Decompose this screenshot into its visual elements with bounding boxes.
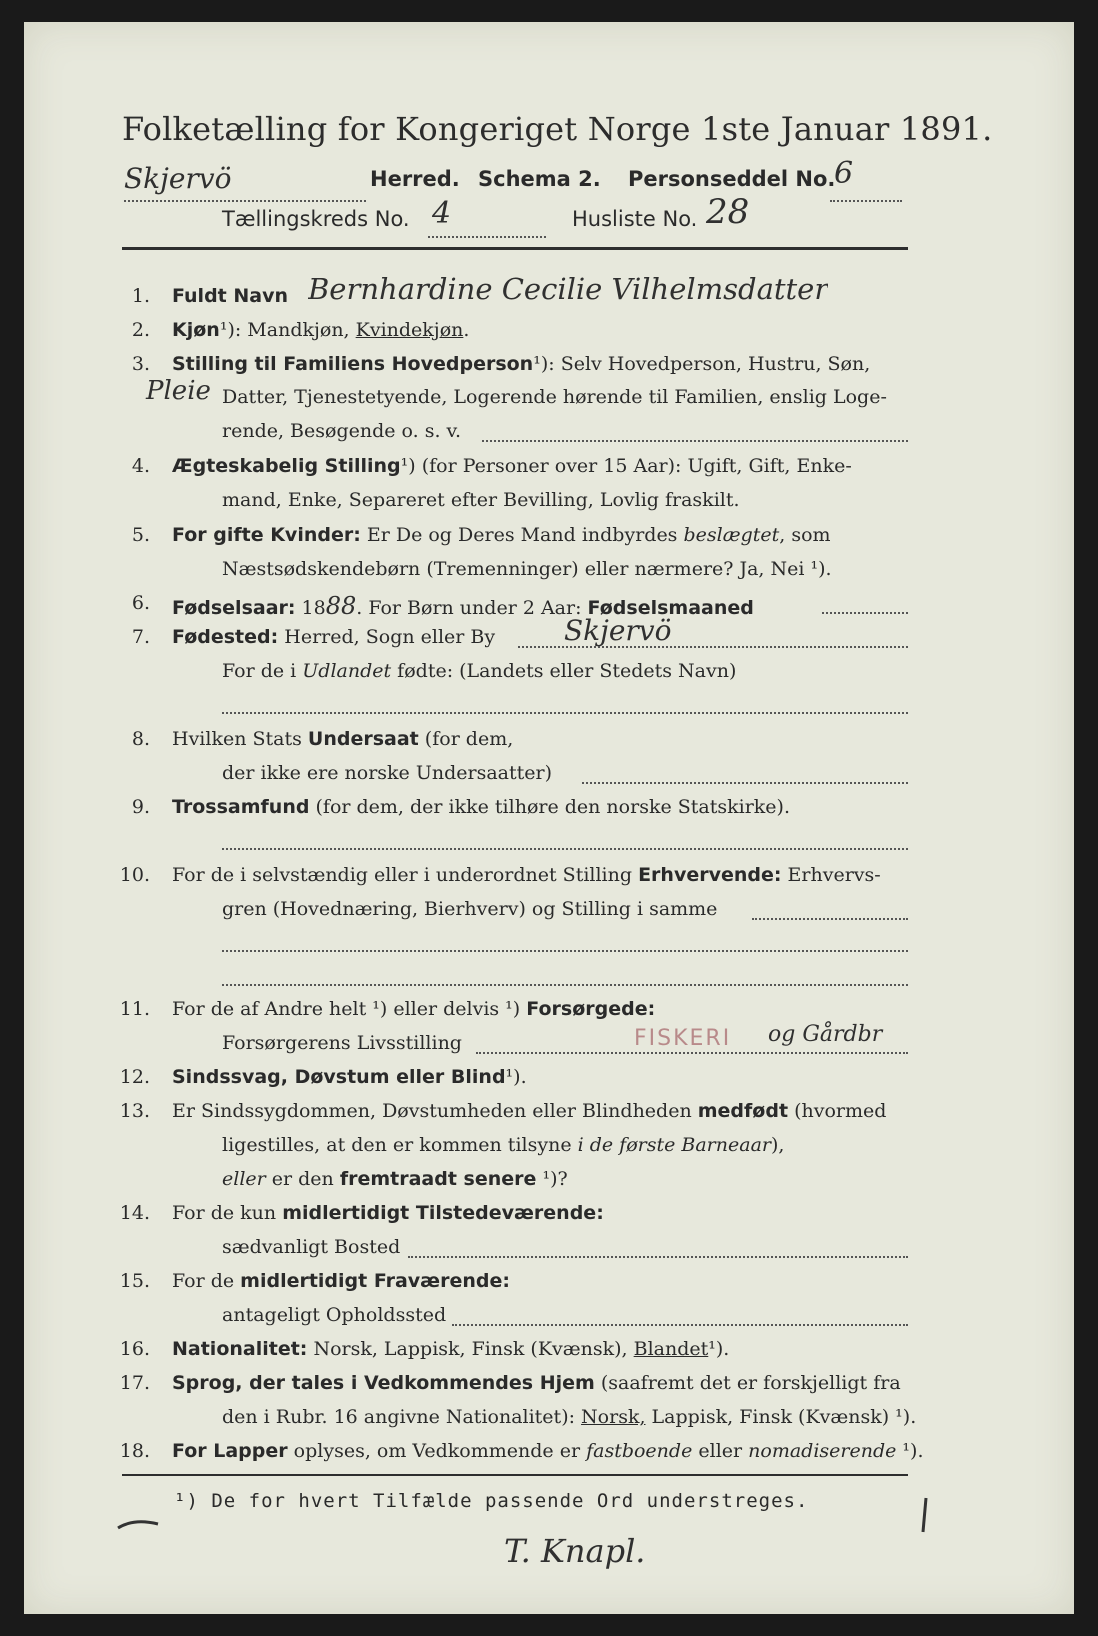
item-10-dotted-line: [752, 918, 908, 920]
item-15-dotted-line: [452, 1324, 908, 1326]
item-7-italic: Udlandet: [302, 660, 392, 682]
item-7-text-a: Herred, Sogn eller By: [278, 626, 496, 648]
full-name-value: Bernhardine Cecilie Vilhelmsdatter: [308, 272, 829, 306]
item-14-number: 14.: [119, 1202, 150, 1224]
kvindekjon-underlined: Kvindekjøn: [355, 319, 464, 341]
item-1-number: 1.: [131, 285, 150, 307]
item-13-label-2: fremtraadt senere: [339, 1168, 537, 1190]
item-6-label: Fødselsaar:: [172, 597, 296, 619]
item-10-line-1: [172, 864, 881, 886]
item-13-text-c: ligestilles, at den er kommen tilsyne: [222, 1134, 578, 1156]
item-16-text-a: Norsk, Lappisk, Finsk (Kvænsk),: [307, 1338, 634, 1360]
item-3-text-a: ¹): Selv Hovedperson, Hustru, Søn,: [533, 353, 871, 375]
item-8-number: 8.: [131, 728, 150, 750]
herred-value: Skjervö: [124, 162, 232, 195]
personseddel-value: 6: [834, 156, 854, 191]
item-18-italic-2: nomadiserende: [748, 1440, 897, 1462]
item-1-label: Fuldt Navn: [172, 285, 289, 307]
item-13-italic: i de første Barneaar: [577, 1134, 771, 1156]
item-8-text-a: Hvilken Stats: [172, 728, 308, 750]
item-14-label: midlertidigt Tilstedeværende:: [282, 1202, 604, 1224]
footer-rule: [122, 1474, 908, 1476]
item-8-line-2: der ikke ere norske Undersaatter): [222, 762, 552, 784]
item-13-line-2: [222, 1134, 784, 1156]
item-10-dotted-line-3: [222, 984, 908, 986]
item-17-line-1: [172, 1372, 901, 1394]
item-14-line-2: sædvanligt Bosted: [222, 1236, 401, 1258]
item-13-italic-2: eller: [222, 1168, 266, 1190]
item-16-label: Nationalitet:: [172, 1338, 308, 1360]
pencil-tick: [918, 1496, 932, 1536]
item-8-dotted-line: [582, 782, 908, 784]
item-3-label: Stilling til Familiens Hovedperson: [172, 353, 534, 375]
item-18-number: 18.: [119, 1440, 150, 1462]
item-13-text-b: (hvormed: [788, 1100, 887, 1122]
item-9-number: 9.: [131, 796, 150, 818]
item-4-label: Ægteskabelig Stilling: [172, 455, 401, 477]
item-5-text-a2: , som: [779, 524, 831, 546]
personseddel-dotted-line: [830, 200, 902, 202]
item-5-number: 5.: [131, 524, 150, 546]
item-15-label: midlertidigt Fraværende:: [240, 1270, 510, 1292]
kreds-label: Tællingskreds No.: [222, 207, 410, 231]
item-8-label: Undersaat: [307, 728, 419, 750]
item-10-dotted-line-2: [222, 950, 908, 952]
item-9-dotted-line: [222, 848, 908, 850]
item-13-text-a: Er Sindssygdommen, Døvstumheden eller Blindheden: [172, 1100, 698, 1122]
item-2-end: .: [463, 319, 470, 341]
item-7-label: Fødested:: [172, 626, 279, 648]
item-14-dotted-line: [408, 1256, 908, 1258]
item-5-text-a: Er De og Deres Mand indbyrdes: [366, 524, 684, 546]
census-form-sheet: [24, 22, 1074, 1614]
item-10-text-a: For de i selvstændig eller i underordnet Stilling: [172, 864, 639, 886]
item-2-label: Kjøn: [172, 319, 220, 341]
signature: T. Knapl.: [504, 1532, 646, 1570]
item-18-text-b: eller: [692, 1440, 749, 1462]
item-13-line-1: [172, 1100, 886, 1122]
item-11-dotted-line: [476, 1052, 908, 1054]
item-4-line-2: mand, Enke, Separeret efter Bevilling, Lovlig fraskilt.: [222, 489, 740, 511]
item-6-number: 6.: [131, 592, 150, 614]
item-3-dotted-line: [482, 440, 908, 442]
item-5-italic: beslægtet: [683, 524, 780, 546]
item-3-number: 3.: [131, 353, 150, 375]
item-2-text: ¹): Mandkjøn,: [219, 319, 356, 341]
item-3-line-2: Datter, Tjenestetyende, Logerende hørende til Familien, enslig Loge-: [222, 386, 887, 408]
item-15-line-2: antageligt Opholdssted: [222, 1304, 447, 1326]
husliste-label: Husliste No.: [572, 207, 698, 231]
item-10-text-b: Erhvervs-: [781, 864, 881, 886]
item-7-number: 7.: [131, 626, 150, 648]
item-5-line-2: Næstsødskendebørn (Tremenninger) eller nærmere? Ja, Nei ¹).: [222, 558, 832, 580]
item-8-line-1: [172, 728, 513, 750]
item-15-text-a: For de: [172, 1270, 241, 1292]
item-14-line-1: [172, 1202, 604, 1224]
item-11-line-2: Forsørgerens Livsstilling: [222, 1032, 462, 1054]
husliste-value: 28: [706, 192, 750, 232]
occupation-handwritten: og Gårdbr: [768, 1022, 883, 1047]
item-11-label: Forsørgede:: [526, 998, 656, 1020]
item-10-number: 10.: [119, 864, 150, 886]
norsk-underlined: Norsk,: [581, 1406, 646, 1428]
item-18-italic: fastboende: [586, 1440, 693, 1462]
item-17-text-b: den i Rubr. 16 angivne Nationalitet):: [222, 1406, 582, 1428]
item-4-text-a: ¹) (for Personer over 15 Aar): Ugift, Gift, Enke-: [400, 455, 852, 477]
item-17-text-a: (saafremt det er forskjelligt fra: [594, 1372, 901, 1394]
birth-year-value: 88: [325, 592, 357, 620]
item-18-text-a: oplyses, om Vedkommende er: [287, 1440, 587, 1462]
footnote: ¹) De for hvert Tilfælde passende Ord understreges.: [174, 1490, 809, 1512]
item-6-label-2: Fødselsmaaned: [587, 597, 754, 619]
item-6-dotted-line: [822, 612, 908, 614]
kreds-dotted-line: [428, 236, 546, 238]
item-2-number: 2.: [131, 319, 150, 341]
item-17-label: Sprog, der tales i Vedkommendes Hjem: [172, 1372, 595, 1394]
item-6-text-b: . For Børn under 2 Aar:: [356, 597, 588, 619]
item-12-text-a: ¹).: [505, 1066, 527, 1088]
item-7-dotted-line: [518, 646, 908, 648]
item-3-handwritten: Pleie: [146, 376, 211, 406]
item-13-number: 13.: [119, 1100, 150, 1122]
item-10-line-2: gren (Hovednæring, Bierhverv) og Stilling i samme: [222, 898, 718, 920]
item-12-label: Sindssvag, Døvstum eller Blind: [172, 1066, 506, 1088]
item-12-number: 12.: [119, 1066, 150, 1088]
item-5-label: For gifte Kvinder:: [172, 524, 361, 546]
item-7-line-1: [172, 626, 495, 648]
item-8-text-b: (for dem,: [418, 728, 514, 750]
item-18-label: For Lapper: [172, 1440, 288, 1462]
personseddel-label: Personseddel No.: [628, 167, 836, 191]
item-3-line-1: [172, 353, 870, 375]
item-2-line: [172, 319, 469, 341]
item-9-line: [172, 796, 790, 818]
form-title: Folketælling for Kongeriget Norge 1ste Januar 1891.: [122, 110, 993, 148]
item-7-dotted-line-2: [222, 712, 908, 714]
item-11-text-a: For de af Andre helt ¹) eller delvis ¹): [172, 998, 527, 1020]
item-11-line-1: [172, 998, 655, 1020]
item-5-line-1: [172, 524, 831, 546]
item-18-line: [172, 1440, 923, 1462]
item-13-label: medfødt: [697, 1100, 789, 1122]
herred-dotted-line: [124, 200, 366, 202]
item-10-label: Erhvervende:: [638, 864, 782, 886]
birthplace-value: Skjervö: [564, 614, 672, 647]
item-12-line: [172, 1066, 527, 1088]
kreds-value: 4: [432, 196, 452, 231]
item-15-line-1: [172, 1270, 510, 1292]
blandet-underlined: Blandet: [633, 1338, 709, 1360]
item-6-text-a: 18: [295, 597, 326, 619]
item-13-text-f: ¹)?: [536, 1168, 568, 1190]
item-17-number: 17.: [119, 1372, 150, 1394]
item-7-text-b: For de i: [222, 660, 303, 682]
item-4-line-1: [172, 455, 852, 477]
item-17-line-2: [222, 1406, 916, 1428]
item-4-number: 4.: [131, 455, 150, 477]
item-18-text-c: ¹).: [896, 1440, 924, 1462]
item-15-number: 15.: [119, 1270, 150, 1292]
item-3-line-3: rende, Besøgende o. s. v.: [222, 420, 462, 442]
item-14-text-a: For de kun: [172, 1202, 283, 1224]
pencil-mark: [116, 1514, 162, 1534]
item-16-number: 16.: [119, 1338, 150, 1360]
item-13-text-d: ),: [771, 1134, 785, 1156]
item-7-line-2: [222, 660, 736, 682]
item-16-line: [172, 1338, 729, 1360]
item-13-text-e: er den: [265, 1168, 340, 1190]
item-11-number: 11.: [119, 998, 150, 1020]
herred-label: Herred.: [370, 167, 460, 191]
item-9-text-a: (for dem, der ikke tilhøre den norske Statskirke).: [309, 796, 790, 818]
header-rule: [122, 247, 908, 250]
item-16-text-b: ¹).: [708, 1338, 730, 1360]
item-9-label: Trossamfund: [172, 796, 310, 818]
occupation-stamp: FISKERI: [634, 1026, 732, 1051]
item-17-text-c: Lappisk, Finsk (Kvænsk) ¹).: [645, 1406, 917, 1428]
schema-label: Schema 2.: [478, 167, 601, 191]
item-13-line-3: [222, 1168, 568, 1190]
item-7-text-c: fødte: (Landets eller Stedets Navn): [391, 660, 737, 682]
